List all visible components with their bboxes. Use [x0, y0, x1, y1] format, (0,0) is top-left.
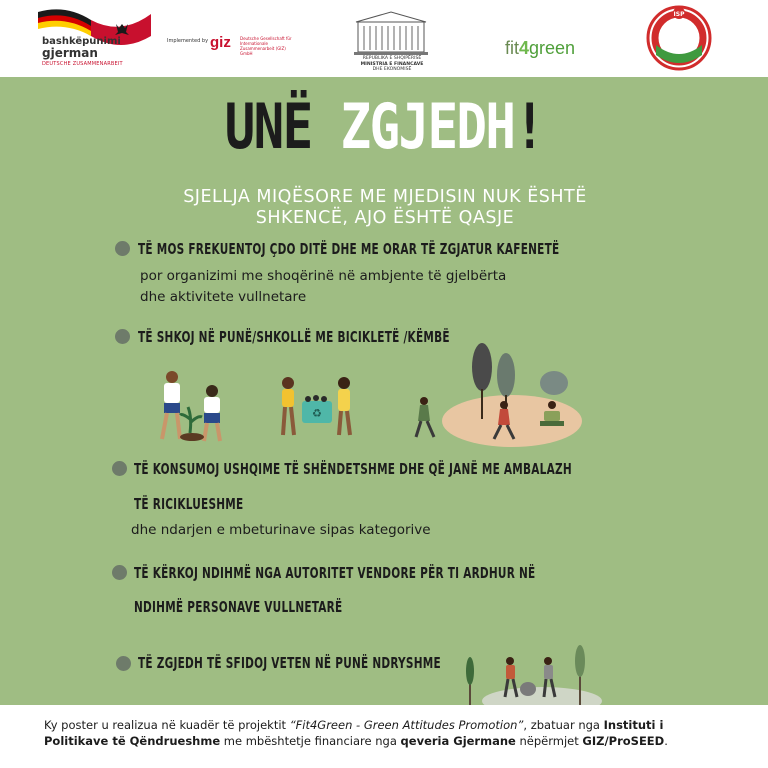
giz-logo: giz [210, 34, 231, 51]
footer-part3: , zbatuar nga [523, 718, 604, 732]
title-part1: UNË [224, 90, 341, 163]
giz-implemented-by: Implemented by [167, 38, 209, 44]
children-planting-icon [140, 367, 240, 447]
footer-credits [44, 717, 730, 749]
poster-subtitle [140, 187, 630, 229]
item1-body-line1: por organizimi me shoqërinë në ambjente të gjelbërta [140, 268, 507, 284]
item3-body-line1: dhe ndarjen e mbeturinave sipas kategorive [131, 522, 431, 538]
item5-heading: TË ZGJEDH TË SFIDOJ VETEN NË PUNË NDRYSHME [138, 654, 441, 672]
fit4green-fit: fit [505, 38, 520, 58]
giz-subtitle: Deutsche Gesellschaft für Internationale Zusammenarbeit (GIZ) GmbH [240, 36, 292, 56]
item1-body [140, 266, 506, 308]
item3-heading-line2: TË RICIKLUESHME [134, 495, 244, 513]
svg-text:♻: ♻ [312, 407, 322, 420]
german-logo-line2: gjerman [42, 46, 98, 60]
item1-body-line2: dhe aktivitete vullnetare [140, 289, 307, 305]
footer-part7: nëpërmjet [515, 734, 583, 748]
item4-heading-line1: TË KËRKOJ NDIHMË NGA AUTORITET VENDORE PËR TI ARDHUR NË [134, 564, 536, 582]
isp-top-text: ISP [673, 11, 685, 18]
footer-part9: . [664, 734, 668, 748]
title-part2: ZGJEDH [340, 90, 515, 163]
german-logo-line3: DEUTSCHE ZUSAMMENARBEIT [42, 61, 123, 67]
poster-title [69, 90, 699, 163]
item1-heading: TË MOS FREKUENTOJ ÇDO DITË DHE ME ORAR TË ZGJATUR KAFENETË [138, 240, 560, 258]
isp-logo-icon [646, 5, 712, 71]
footer-part1: Ky poster u realizua në kuadër të projektit [44, 718, 290, 732]
bullet-dot [112, 461, 127, 476]
fit4green-four: 4 [519, 38, 530, 58]
footer-institute: Instituti i Politikave të Qëndrueshme [44, 718, 664, 748]
bullet-dot [115, 241, 130, 256]
item3-heading-line1: TË KONSUMOJ USHQIME TË SHËNDETSHME DHE QË JANË ME AMBALAZH [134, 460, 572, 478]
poster-body [0, 77, 768, 705]
subtitle-line1: SJELLJA MIQËSORE ME MJEDISIN NUK ËSHTË [183, 187, 587, 207]
title-part3: ! [514, 90, 544, 163]
footer-government: qeveria Gjermane [400, 734, 516, 748]
item4-heading-line2: NDIHMË PERSONAVE VULLNETARË [134, 598, 343, 616]
item2-heading: TË SHKOJ NË PUNË/SHKOLLË ME BICIKLETË /KËMBË [138, 328, 450, 346]
ministry-line1: REPUBLIKA E SHQIPËRISË [362, 56, 422, 61]
bullet-dot [116, 656, 131, 671]
footer-part5: me mbështetje financiare nga [220, 734, 401, 748]
ministry-line2: MINISTRIA E FINANCAVE [360, 61, 424, 67]
ministry-line3: DHE EKONOMISË [372, 67, 412, 72]
bullet-dot [112, 565, 127, 580]
footer-project-name: “Fit4Green - Green Attitudes Promotion” [289, 718, 524, 732]
bullet-dot [115, 329, 130, 344]
fit4green-logo [505, 38, 575, 59]
footer-giz: GIZ/ProSEED [582, 734, 665, 748]
german-logo-line1: bashkëpunimi [42, 36, 121, 47]
footer [0, 705, 768, 768]
ministry-text [350, 56, 434, 73]
children-recycling-icon [272, 375, 362, 445]
people-cleaning-icon [462, 643, 602, 705]
fit4green-green: green [529, 38, 576, 58]
subtitle-line2: SHKENCË, AJO ËSHTË QASJE [255, 208, 515, 228]
people-in-park-icon [402, 339, 582, 449]
logo-header [0, 0, 768, 77]
